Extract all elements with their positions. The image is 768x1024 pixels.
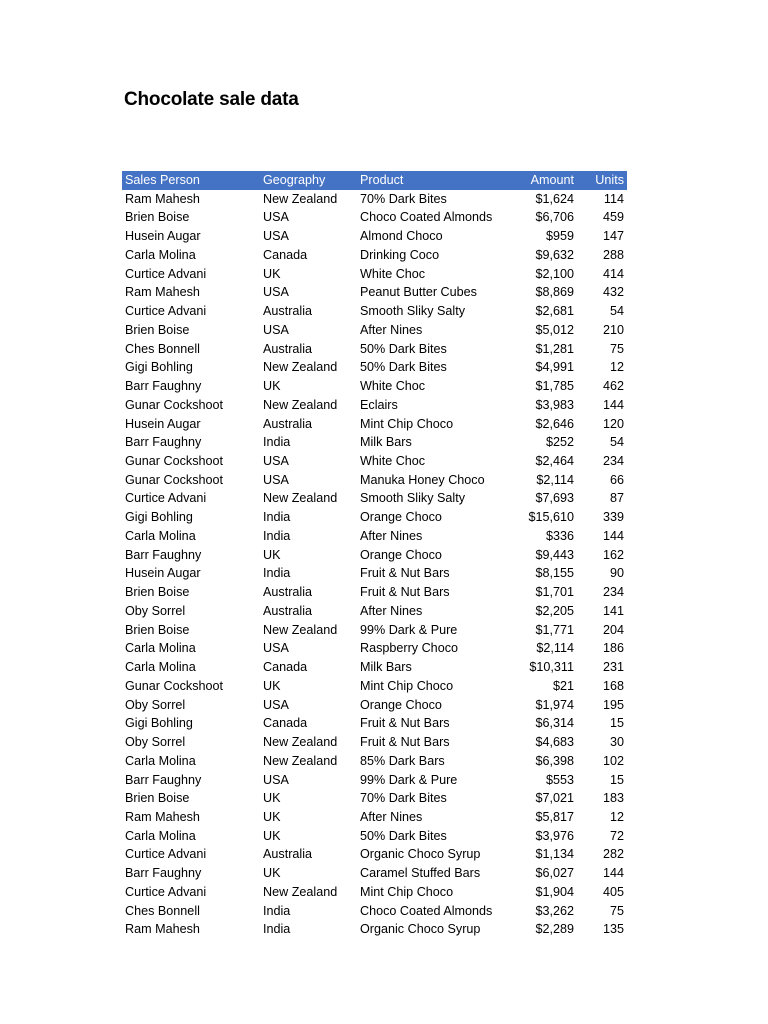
cell-product: Fruit & Nut Bars bbox=[360, 566, 450, 581]
cell-geography: UK bbox=[263, 678, 281, 693]
cell-units: 234 bbox=[602, 585, 624, 600]
cell-sales-person: Brien Boise bbox=[125, 210, 190, 225]
table-row bbox=[122, 246, 627, 265]
cell-sales-person: Carla Molina bbox=[125, 641, 196, 656]
cell-amount: $8,869 bbox=[535, 285, 574, 300]
cell-geography: USA bbox=[263, 472, 289, 487]
cell-geography: India bbox=[263, 903, 291, 918]
cell-product: Milk Bars bbox=[360, 660, 412, 675]
header-amount: Amount bbox=[530, 173, 574, 187]
cell-product: White Choc bbox=[360, 266, 426, 281]
cell-sales-person: Ram Mahesh bbox=[125, 285, 200, 300]
table-row bbox=[122, 920, 627, 939]
cell-amount: $1,624 bbox=[535, 191, 574, 206]
table-row bbox=[122, 902, 627, 921]
table-row bbox=[122, 265, 627, 284]
table-row bbox=[122, 508, 627, 527]
table-row bbox=[122, 658, 627, 677]
cell-units: 54 bbox=[609, 304, 624, 319]
cell-units: 102 bbox=[602, 753, 624, 768]
cell-units: 405 bbox=[602, 884, 624, 899]
cell-geography: USA bbox=[263, 641, 289, 656]
cell-amount: $1,771 bbox=[535, 622, 574, 637]
cell-amount: $4,683 bbox=[535, 735, 574, 750]
cell-sales-person: Ram Mahesh bbox=[125, 809, 200, 824]
table-body bbox=[122, 190, 627, 939]
cell-geography: India bbox=[263, 922, 291, 937]
table-row bbox=[122, 583, 627, 602]
cell-sales-person: Barr Faughny bbox=[125, 866, 202, 881]
cell-geography: UK bbox=[263, 866, 281, 881]
cell-amount: $3,983 bbox=[535, 397, 574, 412]
cell-geography: New Zealand bbox=[263, 735, 338, 750]
cell-product: Orange Choco bbox=[360, 697, 442, 712]
cell-product: Choco Coated Almonds bbox=[360, 903, 493, 918]
cell-sales-person: Oby Sorrel bbox=[125, 735, 186, 750]
cell-geography: Australia bbox=[263, 416, 312, 431]
cell-amount: $2,114 bbox=[536, 472, 574, 487]
cell-amount: $6,314 bbox=[535, 716, 574, 731]
cell-amount: $5,012 bbox=[535, 322, 574, 337]
cell-amount: $2,100 bbox=[535, 266, 574, 281]
cell-sales-person: Brien Boise bbox=[125, 622, 190, 637]
cell-sales-person: Ches Bonnell bbox=[125, 341, 200, 356]
cell-units: 75 bbox=[609, 903, 624, 918]
cell-units: 186 bbox=[602, 641, 624, 656]
cell-sales-person: Curtice Advani bbox=[125, 884, 207, 899]
table-row bbox=[122, 302, 627, 321]
cell-geography: Australia bbox=[263, 304, 312, 319]
cell-geography: New Zealand bbox=[263, 753, 338, 768]
cell-sales-person: Barr Faughny bbox=[125, 547, 202, 562]
cell-amount: $6,706 bbox=[535, 210, 574, 225]
cell-units: 54 bbox=[609, 435, 624, 450]
cell-amount: $9,443 bbox=[535, 547, 574, 562]
table-row bbox=[122, 433, 627, 452]
cell-units: 234 bbox=[602, 454, 624, 469]
cell-product: Manuka Honey Choco bbox=[360, 472, 485, 487]
cell-geography: New Zealand bbox=[263, 397, 338, 412]
cell-sales-person: Husein Augar bbox=[125, 566, 201, 581]
cell-geography: UK bbox=[263, 809, 281, 824]
cell-amount: $336 bbox=[545, 528, 574, 543]
table-row bbox=[122, 864, 627, 883]
cell-units: 90 bbox=[609, 566, 624, 581]
cell-units: 339 bbox=[602, 510, 624, 525]
cell-geography: Canada bbox=[263, 716, 308, 731]
table-row bbox=[122, 564, 627, 583]
table-row bbox=[122, 489, 627, 508]
cell-sales-person: Gunar Cockshoot bbox=[125, 454, 224, 469]
table-row bbox=[122, 546, 627, 565]
cell-product: Orange Choco bbox=[360, 547, 442, 562]
header-units: Units bbox=[595, 173, 624, 187]
table-row bbox=[122, 602, 627, 621]
cell-sales-person: Gigi Bohling bbox=[125, 716, 193, 731]
table-row bbox=[122, 621, 627, 640]
cell-product: After Nines bbox=[360, 322, 423, 337]
cell-amount: $1,974 bbox=[535, 697, 574, 712]
cell-units: 30 bbox=[609, 735, 624, 750]
cell-sales-person: Barr Faughny bbox=[125, 379, 202, 394]
cell-units: 12 bbox=[609, 360, 624, 375]
cell-amount: $2,289 bbox=[535, 922, 574, 937]
cell-product: After Nines bbox=[360, 603, 423, 618]
cell-amount: $7,693 bbox=[535, 491, 574, 506]
cell-sales-person: Gigi Bohling bbox=[125, 360, 193, 375]
cell-geography: New Zealand bbox=[263, 884, 338, 899]
cell-units: 168 bbox=[602, 678, 624, 693]
cell-units: 147 bbox=[602, 229, 624, 244]
cell-sales-person: Curtice Advani bbox=[125, 304, 207, 319]
cell-geography: USA bbox=[263, 772, 289, 787]
cell-amount: $3,976 bbox=[535, 828, 574, 843]
cell-amount: $2,681 bbox=[535, 304, 574, 319]
cell-sales-person: Gigi Bohling bbox=[125, 510, 193, 525]
cell-amount: $1,701 bbox=[535, 585, 574, 600]
cell-amount: $553 bbox=[545, 772, 574, 787]
table-row bbox=[122, 808, 627, 827]
cell-units: 231 bbox=[602, 660, 624, 675]
table-row bbox=[122, 227, 627, 246]
cell-units: 120 bbox=[602, 416, 624, 431]
table-row bbox=[122, 639, 627, 658]
table-row bbox=[122, 358, 627, 377]
table-row bbox=[122, 527, 627, 546]
cell-sales-person: Gunar Cockshoot bbox=[125, 397, 224, 412]
sales-table bbox=[122, 171, 627, 939]
cell-amount: $2,205 bbox=[535, 603, 574, 618]
table-row bbox=[122, 471, 627, 490]
table-row bbox=[122, 283, 627, 302]
cell-geography: USA bbox=[263, 285, 289, 300]
table-row bbox=[122, 714, 627, 733]
cell-product: 70% Dark Bites bbox=[360, 191, 447, 206]
cell-amount: $3,262 bbox=[535, 903, 574, 918]
cell-product: Mint Chip Choco bbox=[360, 678, 454, 693]
cell-geography: UK bbox=[263, 547, 281, 562]
cell-geography: Australia bbox=[263, 585, 312, 600]
cell-product: Choco Coated Almonds bbox=[360, 210, 493, 225]
cell-sales-person: Curtice Advani bbox=[125, 491, 207, 506]
cell-amount: $5,817 bbox=[535, 809, 574, 824]
cell-geography: USA bbox=[263, 229, 289, 244]
cell-units: 75 bbox=[609, 341, 624, 356]
cell-geography: India bbox=[263, 566, 291, 581]
cell-product: Milk Bars bbox=[360, 435, 412, 450]
cell-sales-person: Brien Boise bbox=[125, 585, 190, 600]
table-row bbox=[122, 677, 627, 696]
table-row bbox=[122, 696, 627, 715]
table-row bbox=[122, 883, 627, 902]
cell-amount: $7,021 bbox=[535, 791, 574, 806]
cell-sales-person: Ram Mahesh bbox=[125, 922, 200, 937]
cell-units: 135 bbox=[602, 922, 624, 937]
cell-product: Peanut Butter Cubes bbox=[360, 285, 477, 300]
cell-geography: UK bbox=[263, 379, 281, 394]
cell-geography: USA bbox=[263, 210, 289, 225]
cell-product: 50% Dark Bites bbox=[360, 828, 447, 843]
cell-geography: Australia bbox=[263, 341, 312, 356]
table-row bbox=[122, 827, 627, 846]
cell-geography: Australia bbox=[263, 603, 312, 618]
cell-geography: USA bbox=[263, 454, 289, 469]
cell-sales-person: Oby Sorrel bbox=[125, 697, 186, 712]
cell-geography: UK bbox=[263, 791, 281, 806]
cell-product: Orange Choco bbox=[360, 510, 442, 525]
cell-sales-person: Carla Molina bbox=[125, 828, 196, 843]
cell-amount: $1,281 bbox=[535, 341, 574, 356]
cell-product: Smooth Sliky Salty bbox=[360, 304, 465, 319]
cell-sales-person: Ches Bonnell bbox=[125, 903, 200, 918]
cell-geography: India bbox=[263, 435, 291, 450]
cell-product: Eclairs bbox=[360, 397, 398, 412]
header-geography: Geography bbox=[263, 173, 326, 187]
table-row bbox=[122, 321, 627, 340]
page-title: Chocolate sale data bbox=[124, 89, 299, 110]
cell-sales-person: Carla Molina bbox=[125, 753, 196, 768]
cell-geography: India bbox=[263, 510, 291, 525]
table-row bbox=[122, 415, 627, 434]
cell-units: 210 bbox=[602, 322, 624, 337]
cell-units: 282 bbox=[602, 847, 624, 862]
cell-units: 462 bbox=[602, 379, 624, 394]
table-row bbox=[122, 208, 627, 227]
cell-units: 114 bbox=[603, 191, 624, 206]
cell-geography: Australia bbox=[263, 847, 312, 862]
table-row bbox=[122, 452, 627, 471]
table-row bbox=[122, 771, 627, 790]
cell-geography: New Zealand bbox=[263, 491, 338, 506]
cell-product: 99% Dark & Pure bbox=[360, 772, 458, 787]
cell-geography: Canada bbox=[263, 660, 308, 675]
cell-units: 15 bbox=[609, 772, 624, 787]
table-row bbox=[122, 377, 627, 396]
cell-geography: USA bbox=[263, 697, 289, 712]
cell-geography: UK bbox=[263, 266, 281, 281]
cell-amount: $10,311 bbox=[529, 660, 574, 675]
cell-product: After Nines bbox=[360, 528, 423, 543]
cell-units: 459 bbox=[602, 210, 624, 225]
cell-product: White Choc bbox=[360, 379, 426, 394]
cell-product: Organic Choco Syrup bbox=[360, 847, 481, 862]
cell-product: Caramel Stuffed Bars bbox=[360, 866, 481, 881]
cell-geography: New Zealand bbox=[263, 191, 338, 206]
cell-sales-person: Carla Molina bbox=[125, 247, 196, 262]
cell-amount: $9,632 bbox=[535, 247, 574, 262]
cell-amount: $959 bbox=[545, 229, 574, 244]
cell-amount: $21 bbox=[552, 678, 574, 693]
cell-amount: $4,991 bbox=[535, 360, 574, 375]
cell-units: 12 bbox=[609, 809, 624, 824]
cell-amount: $6,398 bbox=[535, 753, 574, 768]
cell-units: 87 bbox=[609, 491, 624, 506]
cell-amount: $1,134 bbox=[535, 847, 574, 862]
cell-product: Raspberry Choco bbox=[360, 641, 458, 656]
cell-sales-person: Husein Augar bbox=[125, 229, 201, 244]
cell-product: After Nines bbox=[360, 809, 423, 824]
cell-product: Mint Chip Choco bbox=[360, 884, 454, 899]
cell-units: 288 bbox=[602, 247, 624, 262]
cell-sales-person: Ram Mahesh bbox=[125, 191, 200, 206]
table-row bbox=[122, 845, 627, 864]
cell-units: 144 bbox=[602, 397, 624, 412]
header-product: Product bbox=[360, 173, 404, 187]
cell-amount: $1,785 bbox=[535, 379, 574, 394]
cell-product: 70% Dark Bites bbox=[360, 791, 447, 806]
cell-sales-person: Curtice Advani bbox=[125, 266, 207, 281]
cell-product: Almond Choco bbox=[360, 229, 443, 244]
table-row bbox=[122, 752, 627, 771]
cell-product: 50% Dark Bites bbox=[360, 360, 447, 375]
header-sales-person: Sales Person bbox=[125, 173, 200, 187]
cell-amount: $2,114 bbox=[536, 641, 574, 656]
cell-amount: $1,904 bbox=[535, 884, 574, 899]
cell-product: Organic Choco Syrup bbox=[360, 922, 481, 937]
table-row bbox=[122, 789, 627, 808]
cell-product: 99% Dark & Pure bbox=[360, 622, 458, 637]
cell-units: 144 bbox=[602, 866, 624, 881]
table-row bbox=[122, 733, 627, 752]
cell-product: White Choc bbox=[360, 454, 426, 469]
cell-sales-person: Carla Molina bbox=[125, 528, 196, 543]
cell-sales-person: Barr Faughny bbox=[125, 772, 202, 787]
table-header-row bbox=[122, 171, 627, 190]
cell-units: 144 bbox=[602, 528, 624, 543]
cell-product: Fruit & Nut Bars bbox=[360, 585, 450, 600]
cell-geography: New Zealand bbox=[263, 622, 338, 637]
cell-geography: Canada bbox=[263, 247, 308, 262]
cell-units: 66 bbox=[609, 472, 624, 487]
cell-product: Mint Chip Choco bbox=[360, 416, 454, 431]
cell-geography: USA bbox=[263, 322, 289, 337]
cell-units: 183 bbox=[602, 791, 624, 806]
cell-sales-person: Brien Boise bbox=[125, 791, 190, 806]
cell-product: Fruit & Nut Bars bbox=[360, 735, 450, 750]
cell-product: 85% Dark Bars bbox=[360, 753, 445, 768]
cell-product: Smooth Sliky Salty bbox=[360, 491, 465, 506]
cell-amount: $8,155 bbox=[535, 566, 574, 581]
cell-sales-person: Curtice Advani bbox=[125, 847, 207, 862]
cell-sales-person: Brien Boise bbox=[125, 322, 190, 337]
cell-amount: $2,464 bbox=[535, 454, 574, 469]
table-row bbox=[122, 396, 627, 415]
cell-sales-person: Gunar Cockshoot bbox=[125, 678, 224, 693]
cell-sales-person: Barr Faughny bbox=[125, 435, 202, 450]
cell-units: 414 bbox=[602, 266, 624, 281]
cell-sales-person: Carla Molina bbox=[125, 660, 196, 675]
cell-product: 50% Dark Bites bbox=[360, 341, 447, 356]
cell-units: 432 bbox=[602, 285, 624, 300]
cell-product: Drinking Coco bbox=[360, 247, 440, 262]
cell-product: Fruit & Nut Bars bbox=[360, 716, 450, 731]
cell-geography: UK bbox=[263, 828, 281, 843]
cell-sales-person: Husein Augar bbox=[125, 416, 201, 431]
cell-geography: India bbox=[263, 528, 291, 543]
cell-amount: $252 bbox=[545, 435, 574, 450]
cell-units: 72 bbox=[609, 828, 624, 843]
cell-amount: $15,610 bbox=[528, 510, 574, 525]
cell-units: 204 bbox=[602, 622, 624, 637]
cell-sales-person: Oby Sorrel bbox=[125, 603, 186, 618]
table-row bbox=[122, 340, 627, 359]
cell-units: 195 bbox=[602, 697, 624, 712]
cell-amount: $2,646 bbox=[535, 416, 574, 431]
cell-units: 15 bbox=[609, 716, 624, 731]
cell-geography: New Zealand bbox=[263, 360, 338, 375]
cell-amount: $6,027 bbox=[535, 866, 574, 881]
cell-units: 162 bbox=[602, 547, 624, 562]
table-row bbox=[122, 190, 627, 209]
cell-sales-person: Gunar Cockshoot bbox=[125, 472, 224, 487]
cell-units: 141 bbox=[602, 603, 624, 618]
